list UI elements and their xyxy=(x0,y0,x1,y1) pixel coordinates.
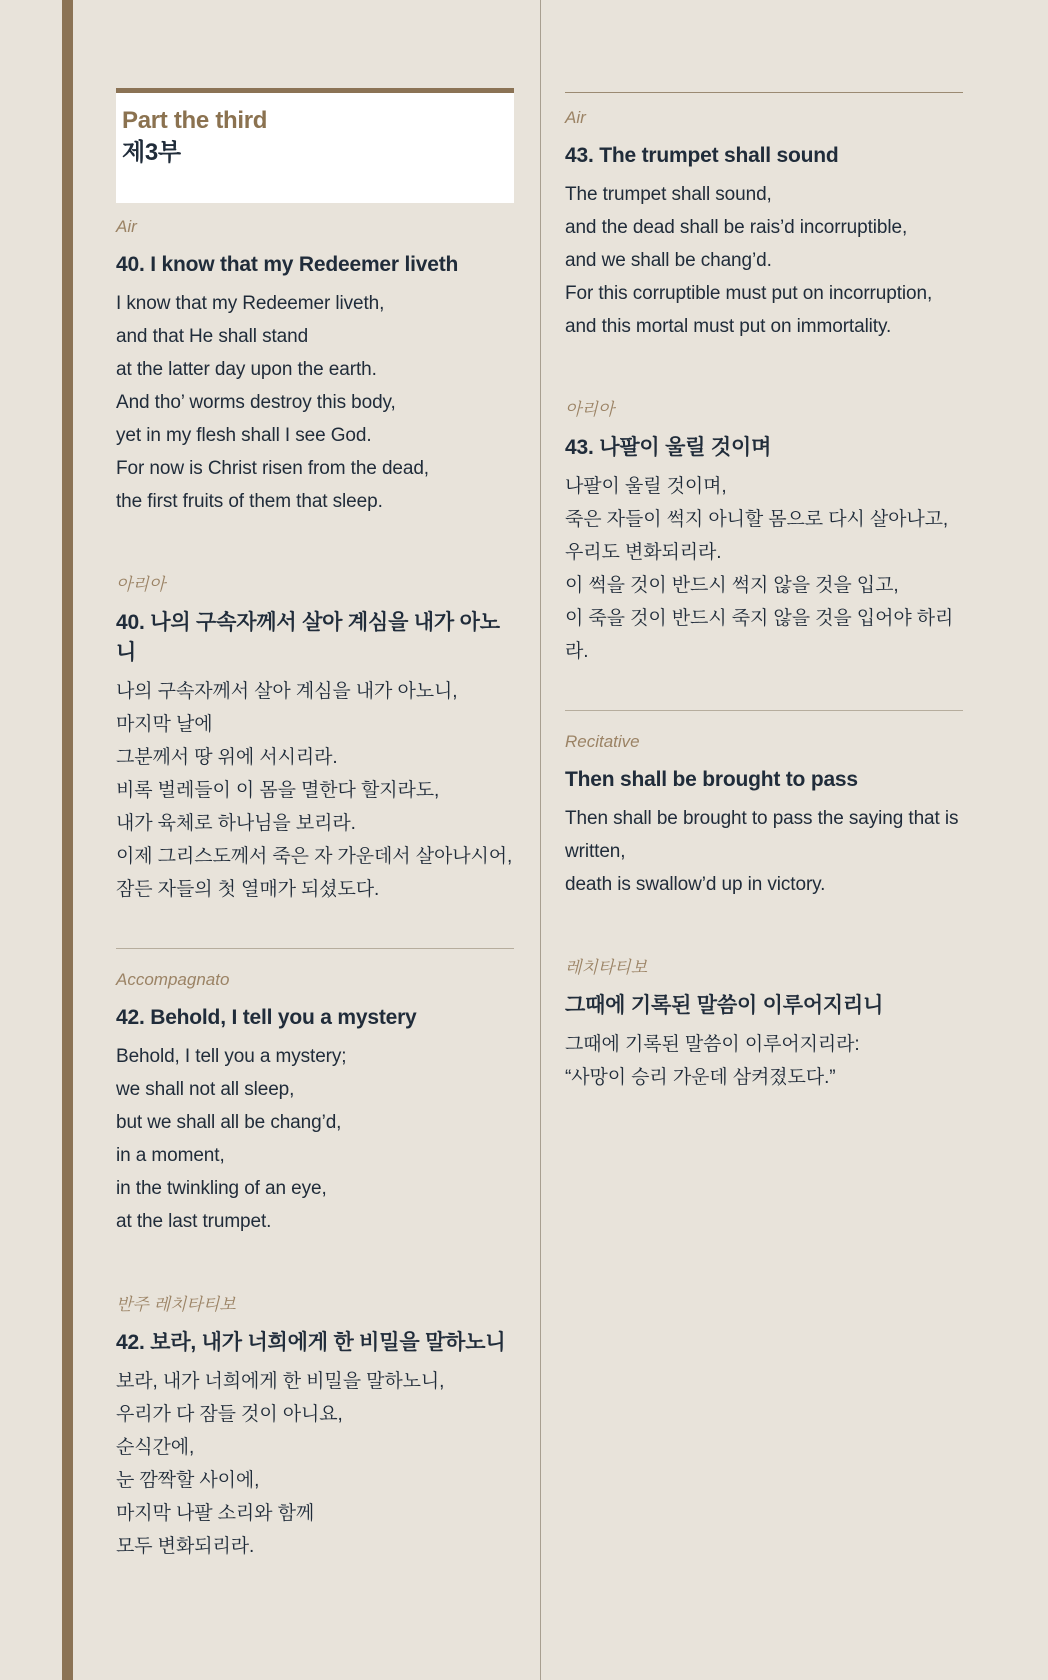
lyric-line: 보라, 내가 너희에게 한 비밀을 말하노니, xyxy=(116,1371,445,1392)
section-42-korean xyxy=(116,1294,514,1563)
movement-type-label: Air xyxy=(565,108,586,127)
lyric-line: 비록 벌레들이 이 몸을 멸한다 할지라도, xyxy=(116,780,440,801)
movement-43-block xyxy=(565,107,963,668)
section-40-korean xyxy=(116,574,514,906)
lyric-line: The trumpet shall sound, xyxy=(565,184,772,205)
lyric-line: 이 죽을 것이 반드시 죽지 않을 것을 입어야 하리라. xyxy=(565,608,954,662)
lyric-line: For this corruptible must put on incorruption, xyxy=(565,283,933,304)
section-divider xyxy=(565,92,963,93)
lyric-line: 마지막 나팔 소리와 함께 xyxy=(116,1503,315,1524)
lyric-line: 이 썩을 것이 반드시 썩지 않을 것을 입고, xyxy=(565,575,899,596)
lyric-line: in the twinkling of an eye, xyxy=(116,1178,327,1199)
lyrics-korean xyxy=(565,1028,963,1094)
lyric-line: 마지막 날에 xyxy=(116,714,213,735)
lyric-line: For now is Christ risen from the dead, xyxy=(116,458,429,479)
movement-title: 40. 나의 구속자께서 살아 계심을 내가 아노니 xyxy=(116,611,500,664)
lyric-line: 나팔이 울릴 것이며, xyxy=(565,476,727,497)
section-divider xyxy=(565,710,963,711)
lyric-line: but we shall all be chang’d, xyxy=(116,1112,342,1133)
lyric-line: 눈 깜짝할 사이에, xyxy=(116,1470,260,1491)
section-43-korean xyxy=(565,399,963,668)
left-accent-stripe xyxy=(62,0,73,1680)
movement-type-label: 반주 레치타티보 xyxy=(116,1295,236,1314)
lyric-line: and we shall be chang’d. xyxy=(565,250,772,271)
section-recitative-korean xyxy=(565,957,963,1094)
lyric-line: and this mortal must put on immortality. xyxy=(565,316,892,337)
part-title-english: Part the third xyxy=(122,107,268,134)
lyrics-english xyxy=(116,1040,514,1238)
lyric-line: 우리도 변화되리라. xyxy=(565,542,722,563)
section-42-english xyxy=(116,969,514,1238)
lyrics-korean xyxy=(116,675,514,906)
movement-42-block xyxy=(116,969,514,1563)
lyric-line: 죽은 자들이 썩지 아니할 몸으로 다시 살아나고, xyxy=(565,509,949,530)
left-column xyxy=(116,88,514,1563)
lyrics-korean xyxy=(565,470,963,668)
lyric-line: and that He shall stand xyxy=(116,326,309,347)
section-40-english xyxy=(116,216,514,518)
lyric-line: at the latter day upon the earth. xyxy=(116,359,377,380)
lyrics-korean xyxy=(116,1365,514,1563)
movement-title: 43. The trumpet shall sound xyxy=(565,144,839,167)
movement-title: Then shall be brought to pass xyxy=(565,768,858,791)
part-header xyxy=(116,88,514,203)
lyric-line: 나의 구속자께서 살아 계심을 내가 아노니, xyxy=(116,681,458,702)
section-43-english xyxy=(565,107,963,343)
section-divider xyxy=(116,948,514,949)
lyric-line: at the last trumpet. xyxy=(116,1211,272,1232)
lyric-line: “사망이 승리 가운데 삼켜졌도다.” xyxy=(565,1067,836,1088)
lyric-line: I know that my Redeemer liveth, xyxy=(116,293,385,314)
lyric-line: And tho’ worms destroy this body, xyxy=(116,392,396,413)
movement-type-label: 아리아 xyxy=(116,575,166,594)
movement-type-label: 아리아 xyxy=(565,400,615,419)
lyric-line: 우리가 다 잠들 것이 아니요, xyxy=(116,1404,343,1425)
lyrics-english xyxy=(565,178,963,343)
lyric-line: 내가 육체로 하나님을 보리라. xyxy=(116,813,356,834)
right-column xyxy=(565,88,963,1094)
lyric-line: 모두 변화되리라. xyxy=(116,1536,255,1557)
lyrics-english xyxy=(565,802,963,901)
lyric-line: death is swallow’d up in victory. xyxy=(565,874,826,895)
lyric-line: 그분께서 땅 위에 서시리라. xyxy=(116,747,338,768)
movement-type-label: Recitative xyxy=(565,732,640,751)
section-recitative-english xyxy=(565,731,963,901)
lyric-line: Behold, I tell you a mystery; xyxy=(116,1046,347,1067)
recitative-block xyxy=(565,731,963,1094)
movement-title: 그때에 기록된 말씀이 이루어지리니 xyxy=(565,994,884,1017)
lyric-line: and the dead shall be rais’d incorruptible, xyxy=(565,217,908,238)
movement-title: 42. 보라, 내가 너희에게 한 비밀을 말하노니 xyxy=(116,1331,506,1354)
lyric-line: 잠든 자들의 첫 열매가 되셨도다. xyxy=(116,879,380,900)
movement-type-label: Accompagnato xyxy=(116,970,230,989)
lyrics-english xyxy=(116,287,514,518)
movement-type-label: Air xyxy=(116,217,137,236)
movement-40-block xyxy=(116,216,514,906)
lyric-line: 순식간에, xyxy=(116,1437,195,1458)
column-divider xyxy=(540,0,541,1680)
movement-title: 42. Behold, I tell you a mystery xyxy=(116,1006,417,1029)
lyric-line: 그때에 기록된 말씀이 이루어지리라: xyxy=(565,1034,860,1055)
lyric-line: Then shall be brought to pass the saying that is written, xyxy=(565,808,959,862)
part-title-korean: 제3부 xyxy=(122,139,181,166)
lyric-line: in a moment, xyxy=(116,1145,225,1166)
movement-title: 40. I know that my Redeemer liveth xyxy=(116,253,459,276)
lyric-line: we shall not all sleep, xyxy=(116,1079,295,1100)
lyric-line: the first fruits of them that sleep. xyxy=(116,491,383,512)
movement-title: 43. 나팔이 울릴 것이며 xyxy=(565,436,772,459)
lyric-line: yet in my flesh shall I see God. xyxy=(116,425,372,446)
movement-type-label: 레치타티보 xyxy=(565,958,648,977)
lyric-line: 이제 그리스도께서 죽은 자 가운데서 살아나시어, xyxy=(116,846,513,867)
